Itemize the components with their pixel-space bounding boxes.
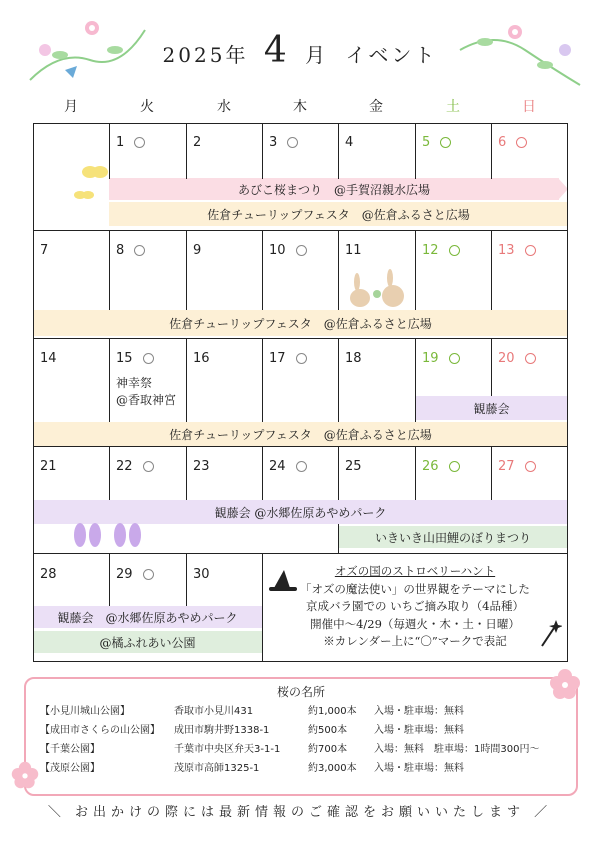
weekday-sat: 土	[446, 99, 460, 115]
sakura-row-address: 千葉市中央区弁天3-1-1	[174, 744, 281, 755]
event-abiko-label: あびこ桜まつり @手賀沼親水広場	[237, 182, 430, 197]
day-cell-30: 30	[193, 567, 210, 582]
sakura-row-info: 入場・駐車場：無料	[374, 763, 464, 774]
strawberry-mark-icon	[516, 137, 527, 148]
event-shinkosai-place: @香取神宮	[116, 393, 177, 407]
event-abiko-band	[109, 178, 559, 200]
day-cell-11: 11	[345, 243, 362, 258]
weekday-tue: 火	[140, 99, 154, 115]
day-cell-9: 9	[193, 243, 202, 258]
day-cell-15: 15	[116, 351, 154, 366]
event-tachibana-label: @橘ふれあい公園	[99, 635, 196, 650]
day-cell-18: 18	[345, 351, 362, 366]
day-cell-4: 4	[345, 135, 354, 150]
day-cell-29: 29	[116, 567, 154, 582]
day-cell-12: 12	[422, 243, 460, 258]
strawberry-hunt-title: オズの国のストロベリーハント	[334, 564, 496, 578]
sakura-row-name: 【茂原公園】	[40, 763, 100, 774]
day-cell-19: 19	[422, 351, 460, 366]
title-month-suffix: 月	[305, 43, 329, 67]
sakura-row-address: 香取市小見川431	[174, 706, 254, 717]
event-shinkosai-name: 神幸祭	[116, 376, 153, 390]
day-cell-22: 22	[116, 459, 154, 474]
day-cell-6: 6	[498, 135, 527, 150]
strawberry-mark-icon	[143, 461, 154, 472]
strawberry-mark-icon	[440, 137, 451, 148]
butterfly-icon	[70, 160, 110, 205]
weekday-fri: 金	[369, 99, 383, 115]
weekday-mon: 月	[64, 99, 78, 115]
strawberry-mark-icon	[525, 245, 536, 256]
footer-notice: ＼ お出かけの際には最新情報のご確認をお願いいたします ／	[47, 805, 553, 820]
day-cell-24: 24	[269, 459, 307, 474]
sakura-row-name: 【千葉公園】	[40, 744, 100, 755]
event-tulip-band-w1	[109, 202, 568, 226]
event-kantokai-suigo-label: 観藤会 @水郷佐原あやめパーク	[214, 505, 387, 520]
event-kantokai-band	[415, 396, 568, 420]
strawberry-mark-icon	[525, 353, 536, 364]
day-cell-16: 16	[193, 351, 210, 366]
strawberry-mark-icon	[525, 461, 536, 472]
day-cell-17: 17	[269, 351, 307, 366]
day-cell-5: 5	[422, 135, 451, 150]
sakura-row-count: 約700本	[308, 744, 348, 755]
strawberry-mark-icon	[449, 245, 460, 256]
strawberry-mark-icon	[134, 245, 145, 256]
strawberry-mark-icon	[143, 569, 154, 580]
day-cell-3: 3	[269, 135, 298, 150]
day-cell-8: 8	[116, 243, 145, 258]
event-tulip-band-w3	[33, 422, 568, 446]
event-koinobori-band	[338, 526, 568, 548]
day-cell-13: 13	[498, 243, 536, 258]
day-cell-7: 7	[40, 243, 49, 258]
strawberry-mark-icon	[296, 353, 307, 364]
sakura-row-count: 約3,000本	[308, 763, 357, 774]
strawberry-mark-icon	[449, 353, 460, 364]
wisteria-icon	[70, 520, 150, 550]
event-shinkosai	[116, 375, 176, 409]
day-cell-26: 26	[422, 459, 460, 474]
rabbit-icon	[345, 268, 410, 310]
weekday-thu: 木	[293, 99, 307, 115]
day-cell-25: 25	[345, 459, 362, 474]
title-month: 4	[263, 30, 290, 71]
event-tulip-label-w2: 佐倉チューリップフェスタ @佐倉ふるさと広場	[169, 316, 432, 331]
day-cell-14: 14	[40, 351, 57, 366]
day-cell-21: 21	[40, 459, 57, 474]
strawberry-mark-icon	[287, 137, 298, 148]
event-tulip-band-w2	[33, 310, 568, 336]
sakura-row-name: 【小見川城山公園】	[40, 706, 130, 717]
day-cell-2: 2	[193, 135, 202, 150]
day-cell-10: 10	[269, 243, 307, 258]
event-kantokai-suigo2-band	[33, 606, 262, 628]
day-cell-27: 27	[498, 459, 536, 474]
sakura-row-address: 茂原市高師1325-1	[174, 763, 260, 774]
title-suffix: イベント	[345, 43, 438, 67]
sakura-spots-title: 桜の名所	[276, 685, 325, 699]
day-cell-20: 20	[498, 351, 536, 366]
strawberry-hunt-note	[262, 563, 568, 651]
event-tachibana-band	[33, 631, 262, 653]
sakura-row-info: 入場・駐車場：無料	[374, 706, 464, 717]
strawberry-mark-icon	[296, 245, 307, 256]
sakura-row-info: 入場・駐車場：無料	[374, 725, 464, 736]
sakura-row-address: 成田市駒井野1338-1	[174, 725, 270, 736]
strawberry-hunt-line4: ※カレンダー上に“〇”マークで表記	[323, 634, 507, 648]
event-tulip-label-w1: 佐倉チューリップフェスタ @佐倉ふるさと広場	[207, 207, 470, 222]
strawberry-mark-icon	[134, 137, 145, 148]
sakura-row-count: 約500本	[308, 725, 348, 736]
strawberry-mark-icon	[143, 353, 154, 364]
day-cell-23: 23	[193, 459, 210, 474]
event-kantokai-suigo2-label: 観藤会 @水郷佐原あやめパーク	[57, 610, 238, 625]
day-cell-1: 1	[116, 135, 145, 150]
title-year: 2025年	[162, 43, 249, 67]
strawberry-hunt-line1: 「オズの魔法使い」の世界観をテーマにした	[300, 581, 530, 596]
sakura-row-name: 【成田市さくらの山公園】	[40, 725, 160, 736]
strawberry-hunt-line2: 京成バラ園での いちご摘み取り（4品種）	[306, 599, 524, 613]
strawberry-mark-icon	[296, 461, 307, 472]
day-cell-28: 28	[40, 567, 57, 582]
calendar-title	[0, 30, 600, 71]
sakura-row-count: 約1,000本	[308, 706, 357, 717]
cherry-blossom-icon	[10, 760, 40, 790]
strawberry-mark-icon	[449, 461, 460, 472]
event-kantokai-label: 観藤会	[473, 401, 510, 416]
event-tulip-label-w3: 佐倉チューリップフェスタ @佐倉ふるさと広場	[169, 427, 432, 442]
event-koinobori-label: いきいき山田鯉のぼりまつり	[374, 530, 531, 545]
weekday-sun: 日	[522, 99, 536, 115]
weekday-wed: 水	[217, 99, 231, 115]
strawberry-hunt-line3: 開催中～4/29（毎週火・木・土・日曜）	[310, 616, 520, 631]
sakura-row-info: 入場：無料 駐車場：1時間300円～	[374, 744, 540, 755]
